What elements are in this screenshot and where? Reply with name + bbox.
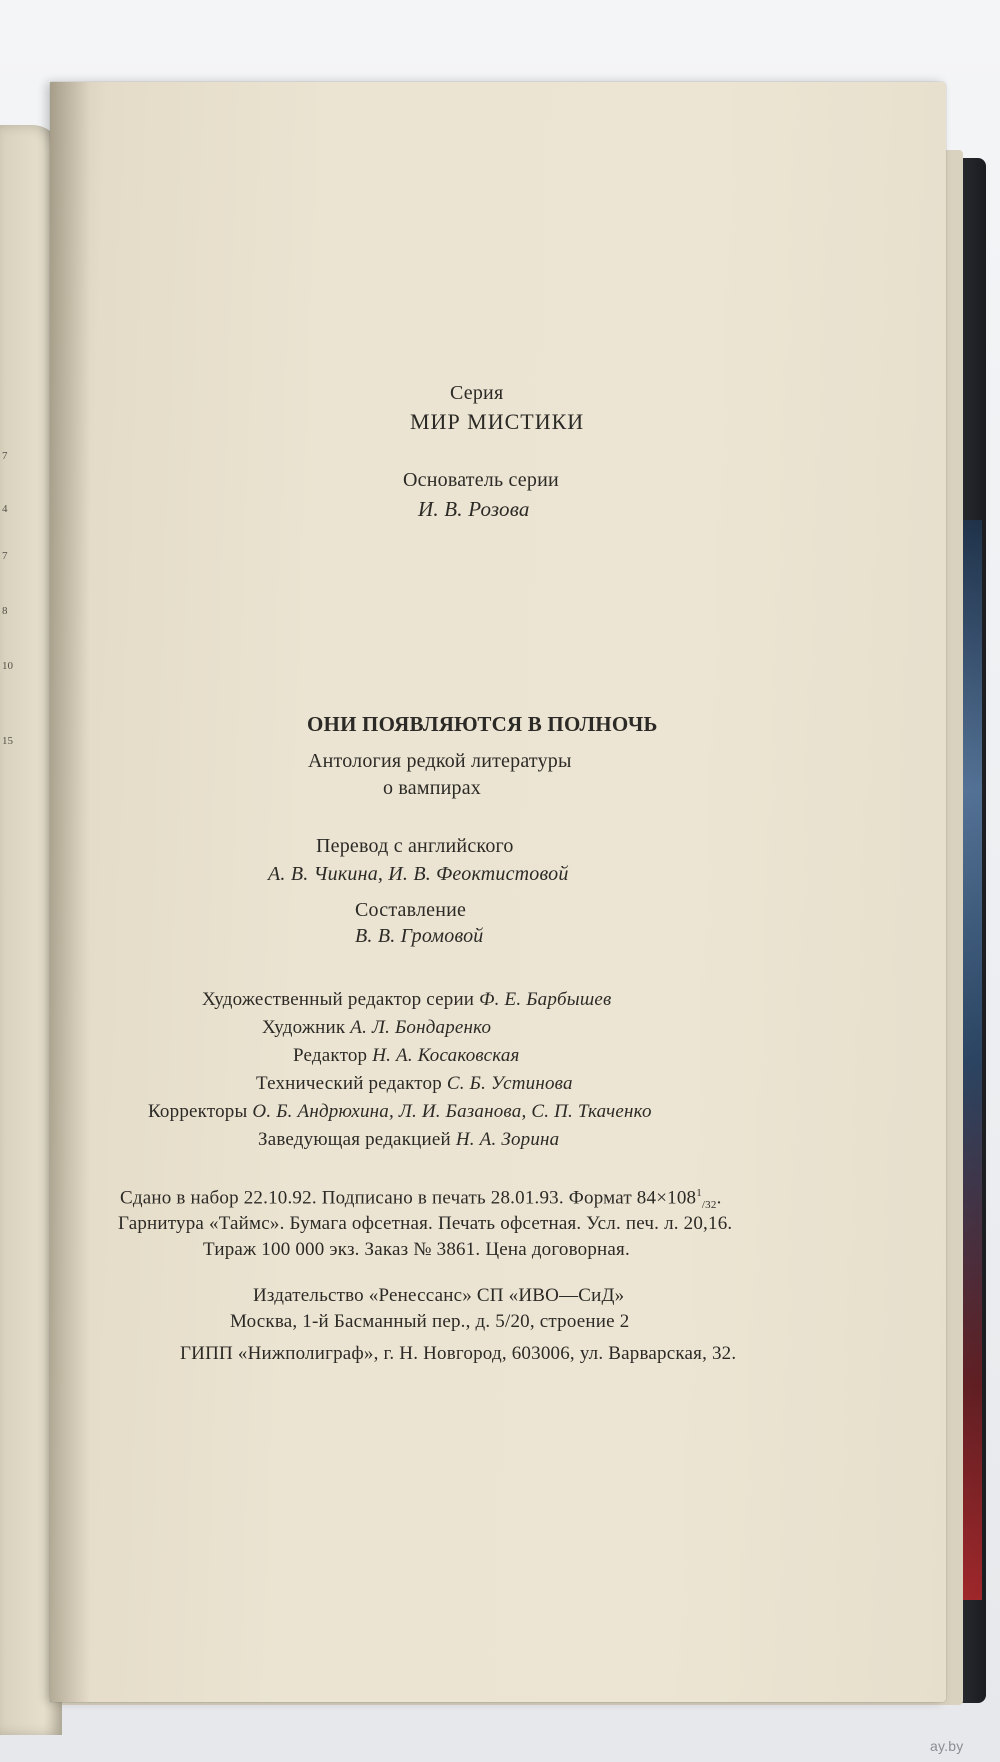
credit-name: Ф. Е. Барбышев <box>479 989 612 1010</box>
printer-line: ГИПП «Нижполиграф», г. Н. Новгород, 603006, ул. Варварская, 32. <box>180 1343 737 1364</box>
imprint-line1-text: Сдано в набор 22.10.92. Подписано в печать 28.01.93. Формат 84×108 <box>120 1187 697 1209</box>
imprint-line1-end: . <box>716 1187 722 1209</box>
book-subtitle-line1: Антология редкой литературы <box>308 750 572 772</box>
credit-art-editor <box>202 989 611 1011</box>
margin-number: 4 <box>2 503 8 515</box>
credit-role: Технический редактор <box>256 1073 442 1094</box>
book-subtitle-line2: о вампирах <box>383 777 481 799</box>
imprint-line1 <box>120 1187 722 1211</box>
publisher-line1: Издательство «Ренессанс» СП «ИВО—СиД» <box>253 1285 625 1306</box>
margin-number: 15 <box>2 735 13 747</box>
title-verso-page <box>50 82 946 1702</box>
imprint-line2: Гарнитура «Таймс». Бумага офсетная. Печать офсетная. Усл. печ. л. 20,16. <box>118 1213 733 1234</box>
credit-role: Заведующая редакцией <box>258 1129 451 1150</box>
credit-name: О. Б. Андрюхина, Л. И. Базанова, С. П. Ткаченко <box>252 1101 652 1122</box>
credit-name: С. Б. Устинова <box>446 1073 573 1094</box>
credit-role: Художественный редактор серии <box>202 989 475 1010</box>
compilation-name: В. В. Громовой <box>355 925 484 947</box>
credit-proofreaders <box>148 1101 652 1123</box>
credit-name: А. Л. Бондаренко <box>350 1017 492 1038</box>
imprint-line3: Тираж 100 000 экз. Заказ № 3861. Цена договорная. <box>203 1239 630 1260</box>
series-founder-label: Основатель серии <box>403 469 559 491</box>
margin-number: 10 <box>2 660 13 672</box>
publisher-line2: Москва, 1-й Басманный пер., д. 5/20, строение 2 <box>230 1311 630 1332</box>
credit-name: Н. А. Зорина <box>455 1129 560 1150</box>
series-founder-name: И. В. Розова <box>418 497 530 521</box>
margin-number: 7 <box>2 450 8 462</box>
credit-role: Корректоры <box>148 1101 248 1122</box>
watermark: ay.by <box>930 1738 964 1754</box>
translation-label: Перевод с английского <box>316 835 514 857</box>
translation-names: А. В. Чикина, И. В. Феоктистовой <box>268 863 569 885</box>
series-label: Серия <box>450 382 504 404</box>
credit-artist <box>262 1017 491 1039</box>
credit-tech-editor <box>256 1073 573 1095</box>
format-superscript: 1 <box>696 1187 702 1199</box>
margin-number: 7 <box>2 550 8 562</box>
series-name: МИР МИСТИКИ <box>410 409 585 434</box>
credit-editorial-head <box>258 1129 559 1151</box>
compilation-label: Составление <box>355 899 467 921</box>
credit-name: Н. А. Косаковская <box>372 1045 520 1066</box>
margin-number: 8 <box>2 605 8 617</box>
book-title: ОНИ ПОЯВЛЯЮТСЯ В ПОЛНОЧЬ <box>307 712 658 736</box>
format-subscript: /32 <box>701 1199 717 1212</box>
credit-role: Художник <box>262 1017 346 1038</box>
credit-editor <box>293 1045 520 1067</box>
credit-role: Редактор <box>293 1045 368 1066</box>
